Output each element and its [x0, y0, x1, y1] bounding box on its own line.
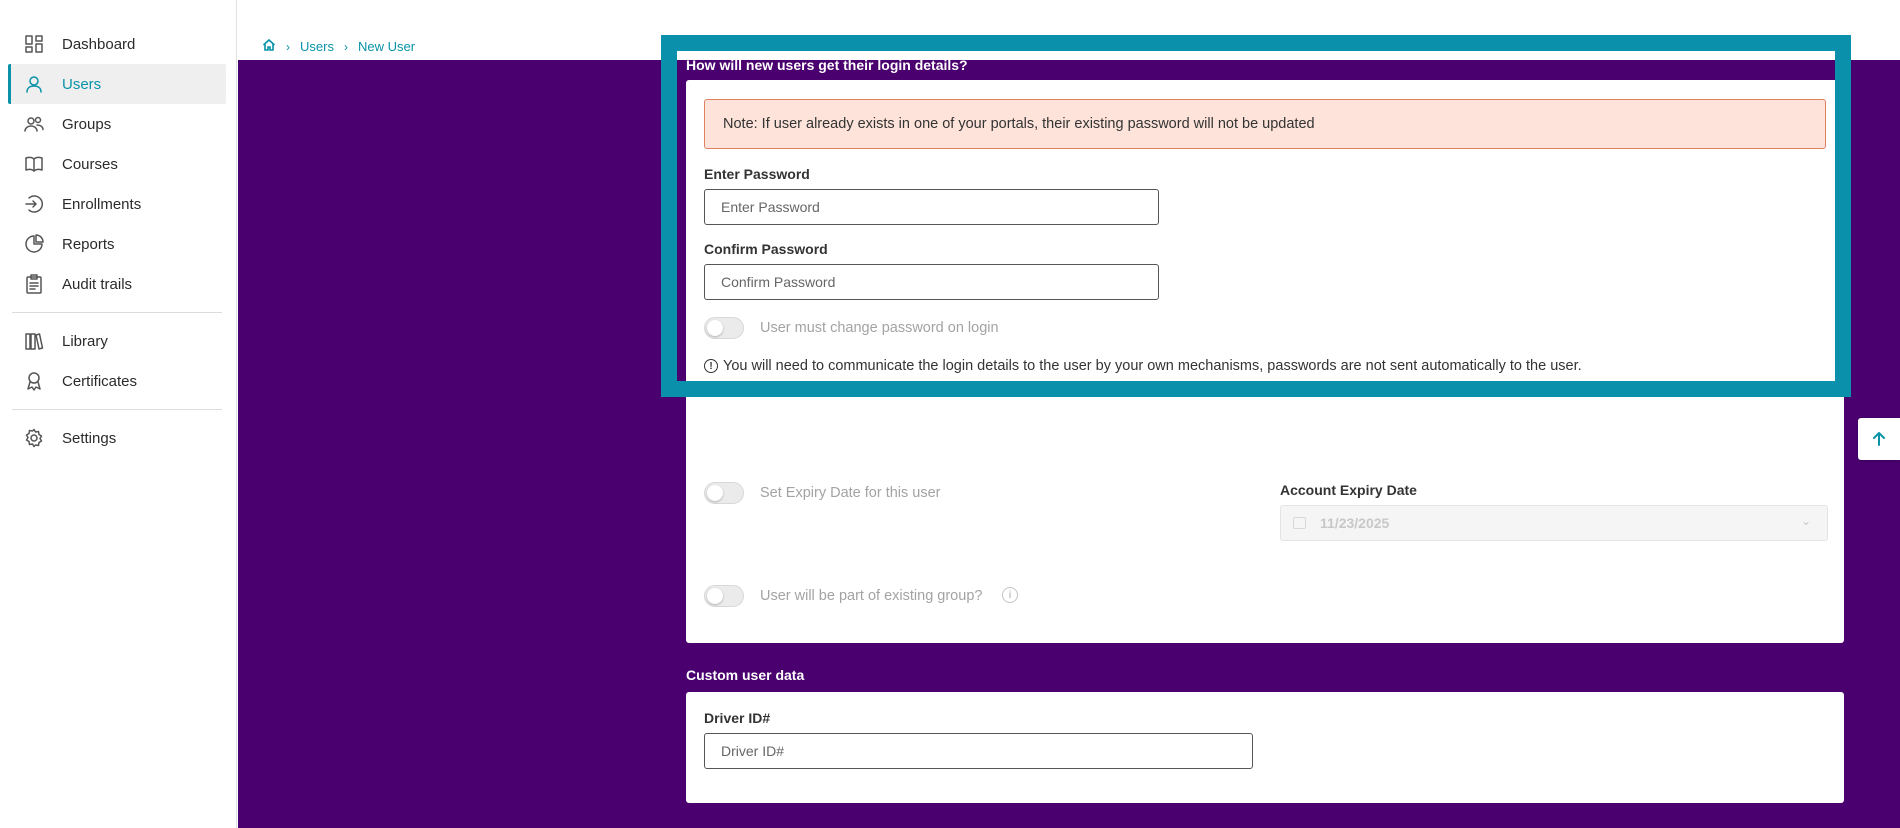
sidebar: [0, 0, 237, 828]
sidebar-item-label: Courses: [62, 155, 118, 173]
sidebar-item-audit-trails[interactable]: [8, 264, 226, 304]
driver-id-label: Driver ID#: [704, 710, 771, 726]
sidebar-item-label: Reports: [62, 235, 115, 253]
sidebar-item-reports[interactable]: [8, 224, 226, 264]
chevron-right-icon: ›: [286, 39, 290, 54]
info-circle-icon: !: [704, 359, 718, 373]
groups-icon: [24, 114, 44, 134]
sidebar-item-label: Groups: [62, 115, 112, 133]
scroll-to-top-button[interactable]: [1858, 418, 1900, 460]
password-input[interactable]: Enter Password: [704, 189, 1159, 225]
group-toggle-label: User will be part of existing group?: [760, 588, 983, 604]
custom-card: [686, 692, 1844, 803]
home-icon[interactable]: [262, 38, 276, 55]
group-section-title: Group Member & Group Manage: [686, 540, 902, 556]
group-toggle[interactable]: [704, 585, 744, 607]
change-password-label: User must change password on login: [760, 320, 999, 336]
sidebar-item-label: Dashboard: [62, 35, 136, 53]
driver-id-input[interactable]: Driver ID#: [704, 733, 1253, 769]
breadcrumb: [262, 38, 415, 55]
sidebar-item-enrollments[interactable]: [8, 184, 226, 224]
sidebar-item-certificates[interactable]: [8, 361, 226, 401]
sidebar-item-label: Certificates: [62, 372, 138, 390]
password-label: Enter Password: [704, 166, 810, 182]
sidebar-item-settings[interactable]: [8, 418, 226, 458]
breadcrumb-users-link[interactable]: Users: [300, 39, 334, 54]
clipboard-icon: [24, 274, 44, 294]
breadcrumb-current: New User: [357, 39, 416, 54]
pie-chart-icon: [24, 234, 44, 254]
confirm-password-label: Confirm Password: [704, 241, 828, 257]
sidebar-item-label: Settings: [62, 429, 117, 447]
sidebar-item-label: Enrollments: [62, 195, 142, 213]
sidebar-item-groups[interactable]: [8, 104, 226, 144]
custom-section-title: Custom user data: [686, 667, 805, 683]
highlight-frame: [661, 35, 1851, 397]
note-banner: Note: If user already exists in one of your portals, their existing password will not be updated: [704, 99, 1826, 149]
book-icon: [24, 154, 44, 174]
enroll-icon: [24, 194, 44, 214]
sidebar-item-label: Library: [62, 332, 108, 350]
expiry-date-label: Account Expiry Date: [1280, 482, 1417, 498]
login-section-title: How will new users get their login details?: [686, 57, 968, 73]
certificate-icon: [24, 371, 44, 391]
sidebar-item-library[interactable]: [8, 321, 226, 361]
calendar-icon: [1293, 517, 1306, 529]
info-icon[interactable]: i: [1002, 587, 1018, 603]
dashboard-icon: [24, 34, 44, 54]
group-card: [686, 564, 1844, 643]
expiry-date-input[interactable]: [1280, 505, 1828, 541]
gear-icon: [24, 428, 44, 448]
sidebar-divider: [12, 409, 222, 410]
expiry-toggle-label: Set Expiry Date for this user: [760, 485, 941, 501]
sidebar-divider: [12, 312, 222, 313]
sidebar-item-label: Audit trails: [62, 275, 133, 293]
sidebar-item-dashboard[interactable]: [8, 24, 226, 64]
chevron-right-icon: ›: [343, 39, 348, 54]
confirm-password-input[interactable]: Confirm Password: [704, 264, 1159, 300]
chevron-down-icon: ⌄: [1800, 514, 1811, 528]
library-icon: [24, 331, 44, 351]
user-icon: [24, 74, 44, 94]
info-text: You will need to communicate the login details to the user by your own mechanisms, passwords are not sent automatically to the user.: [723, 358, 1582, 374]
sidebar-item-users[interactable]: [8, 64, 226, 104]
expiry-date-value: 11/23/2025: [1320, 515, 1390, 531]
sidebar-item-courses[interactable]: [8, 144, 226, 184]
arrow-up-icon: [1870, 430, 1888, 448]
expiry-toggle[interactable]: [704, 482, 744, 504]
sidebar-item-label: Users: [62, 75, 102, 93]
